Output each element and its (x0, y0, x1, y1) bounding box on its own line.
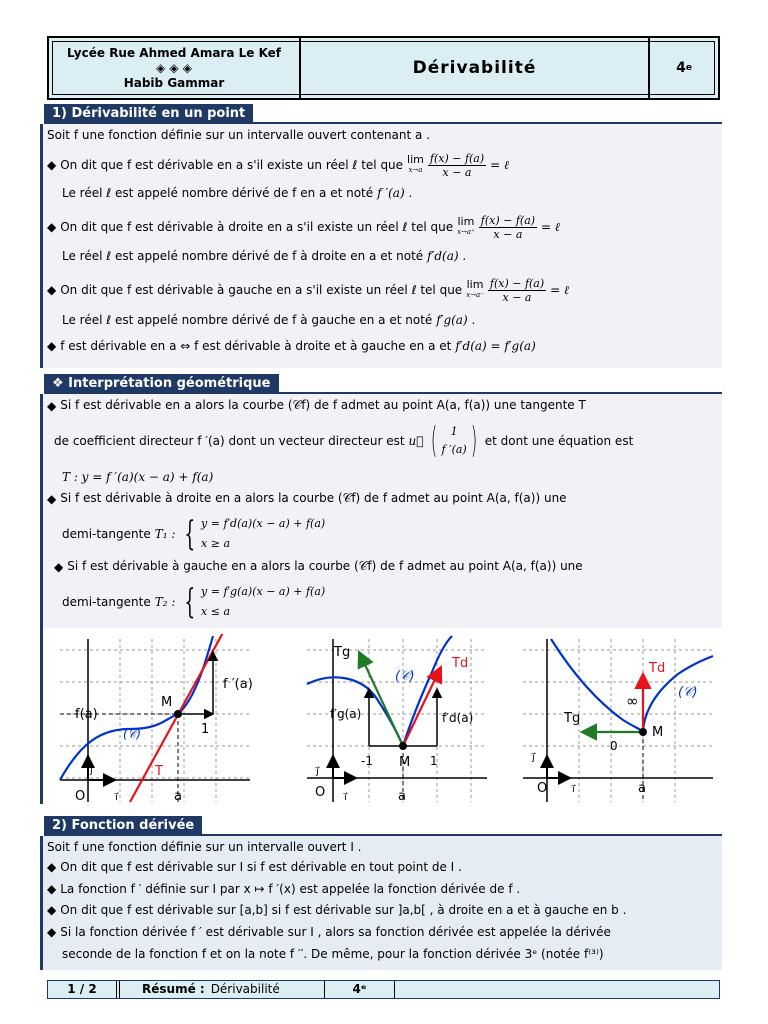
def1-text: On dit que f est dérivable en a s'il existe un réel ℓ tel que (60, 158, 404, 172)
resume-label: Résumé : (142, 982, 205, 996)
interp-p2b (62, 512, 325, 556)
label-j: j⃗ (90, 765, 93, 776)
level-cell: 4 e (676, 60, 692, 76)
section2-intro: Soit f une fonction définie sur un intervalle ouvert I . (47, 840, 362, 854)
label-i: i⃗ (344, 792, 347, 803)
footer-blank (395, 981, 719, 998)
T2-label: T₂ : (154, 595, 176, 609)
frac-num: f(x) − f(a) (489, 276, 545, 290)
sys2-cond: x ≤ a (201, 605, 231, 618)
section2-b4a: ◆ Si la fonction dérivée f ′ est dérivable sur I , alors sa fonction dérivée est appelée la dérivée (47, 925, 611, 939)
b1-text: On dit que f est dérivable sur I si f est dérivable en tout point de I . (60, 860, 462, 874)
header-table (47, 36, 720, 100)
vector-u: u⃗ (408, 434, 424, 448)
b2-text: La fonction f ′ définie sur I par x ↦ f ′(x) est appelée la fonction dérivée de f . (60, 882, 521, 896)
section2-b4b: seconde de la fonction f et on la note f ′′. De même, pour la fonction dérivée 3ᵉ (notée f⁽³⁾) (62, 947, 604, 961)
school-name: Lycée Rue Ahmed Amara Le Kef (66, 45, 282, 60)
subject-label: Dérivabilité (210, 982, 280, 996)
label-O: O (315, 785, 326, 800)
label-a: a (638, 781, 646, 796)
def2-line: ◆ On dit que f est dérivable à droite en a s'il existe un réel ℓ tel que lim x→a⁺ $\frac{f(x) - f(a)}{x - a}$ = ℓ (47, 213, 560, 241)
footer-subject (120, 981, 325, 998)
vector-top: 1 (450, 425, 458, 438)
point-M (639, 728, 647, 736)
lim-sub: x→a⁺ (457, 228, 475, 236)
def1-note-line (62, 186, 412, 200)
label-M: M (652, 725, 664, 740)
label-fd: f′d(a) (442, 711, 474, 725)
label-curve: (𝒞) (678, 685, 698, 700)
vector-bottom: f ′(a) (441, 443, 467, 456)
frac-den: x − a (493, 227, 523, 241)
lim-sub: x→a⁻ (466, 291, 484, 299)
label-minus-one: -1 (361, 754, 373, 768)
frac-num: f(x) − f(a) (429, 151, 485, 165)
half-tangent-label: demi-tangente (62, 527, 151, 541)
frac-den: x − a (502, 290, 532, 304)
b3-text: On dit que f est dérivable sur [a,b] si f est dérivable sur ]a,b[ , à droite en a et à gauche en b . (60, 903, 627, 917)
teacher-name: Habib Gammar (123, 75, 225, 90)
section2-b2: ◆ La fonction f ′ définie sur I par x ↦ f ′(x) est appelée la fonction dérivée de f . (47, 882, 521, 896)
def1-note: Le réel ℓ est appelé nombre dérivé de f en a et noté (62, 186, 374, 200)
interp-p3a: ◆ Si f est dérivable à gauche en a alors la courbe (𝒞f) de f admet au point A(a, f(a)) une (54, 559, 583, 574)
def2-text: On dit que f est dérivable à droite en a s'il existe un réel ℓ tel que (60, 220, 454, 234)
label-infinity: ∞ (626, 692, 639, 710)
label-a: a (398, 789, 406, 804)
system-1: { y = f′d(a)(x − a) + f(a) x ≥ a (184, 514, 326, 554)
notation-fd: f′d(a) . (427, 249, 467, 263)
label-j: j⃗ (316, 766, 319, 777)
frac-den: x − a (442, 165, 472, 179)
label-i: i⃗ (572, 784, 575, 795)
label-a: a (174, 789, 182, 804)
footer (47, 980, 720, 999)
graph-vertical-tangent (518, 634, 718, 806)
def2-note-line (62, 249, 466, 263)
left-half-tangent (360, 654, 403, 746)
label-fpa: f ′(a) (223, 677, 253, 692)
label-Tg: Tg (334, 645, 351, 660)
def2-note: Le réel ℓ est appelé nombre dérivé de f à droite en a et noté (62, 249, 424, 263)
label-curve: (𝒞) (395, 669, 415, 684)
vector-paren: ( 1 f ′(a) ) (431, 420, 477, 461)
label-curve: (𝒞) (123, 727, 142, 741)
level-text: 4 (676, 60, 686, 76)
equiv-line: ◆ f est dérivable en a ⇔ f est dérivable à droite et à gauche en a et f′d(a) = f′g(a) (47, 339, 536, 353)
interp-p1b (54, 420, 633, 462)
section1-title: 1) Dérivabilité en un point (44, 104, 253, 123)
section2-b1: ◆ On dit que f est dérivable sur I si f est dérivable en tout point de I . (47, 860, 462, 874)
school-cell (49, 38, 301, 98)
interp-p1c-text: et dont une équation est (484, 434, 634, 448)
label-T: T (155, 764, 163, 779)
notation-fprime: f ′(a) . (377, 186, 413, 200)
graph-tangent (55, 634, 255, 806)
section1-intro (47, 128, 430, 142)
half-tangent-label: demi-tangente (62, 595, 151, 609)
label-one: 1 (430, 754, 438, 768)
label-fa: f(a) (75, 707, 98, 722)
lim-word: lim (407, 153, 424, 166)
graph-half-tangents (302, 634, 492, 806)
rate-fraction-3 (488, 277, 546, 304)
page-number: 1 / 2 (48, 981, 120, 998)
label-one: 1 (201, 722, 210, 737)
eq-ell: = ℓ (550, 282, 570, 297)
interp-p3b (62, 580, 325, 624)
label-M: M (161, 695, 173, 710)
limit-3 (466, 279, 484, 301)
interp-title: ❖ Interprétation géométrique (44, 374, 279, 393)
label-j: j⃗ (532, 752, 535, 763)
interp-p2a-text: Si f est dérivable à droite en a alors la courbe (𝒞f) de f admet au point A(a, f(a)) une (60, 491, 567, 505)
label-fg: f′g(a) (330, 707, 362, 721)
section2-b3: ◆ On dit que f est dérivable sur [a,b] si f est dérivable sur ]a,b[ , à droite en a et à gauche en b . (47, 903, 627, 917)
def3-note-line (62, 313, 475, 327)
sys1-eq: y = f′d(a)(x − a) + f(a) (201, 517, 326, 530)
interp-p2a: ◆ Si f est dérivable à droite en a alors la courbe (𝒞f) de f admet au point A(a, f(a)) une (47, 491, 567, 506)
lim-sub: x→a (408, 166, 423, 174)
interp-p3a-text: Si f est dérivable à gauche en a alors la courbe (𝒞f) de f admet au point A(a, f(a)) une (67, 559, 583, 573)
section2-title: 2) Fonction dérivée (44, 816, 202, 835)
interp-p1a: ◆ Si f est dérivable en a alors la courbe (𝒞f) de f admet au point A(a, f(a)) une tangente T (47, 398, 586, 413)
eq-ell: = ℓ (490, 157, 510, 172)
frac-num: f(x) − f(a) (480, 213, 536, 227)
limit-2 (457, 216, 475, 238)
graphs-rule (40, 628, 43, 804)
intro-text: Soit f une fonction définie sur un intervalle ouvert contenant a . (47, 128, 431, 142)
label-O: O (75, 789, 86, 804)
tangent-equation: T : y = f ′(a)(x − a) + f(a) (62, 470, 214, 484)
eq-ell: = ℓ (541, 219, 560, 234)
footer-level: 4ᵉ (325, 981, 395, 998)
label-Tg: Tg (564, 711, 581, 726)
equiv-text: f est dérivable en a ⇔ f est dérivable à droite et à gauche en a et (60, 339, 452, 353)
interp-p1b-text: de coefficient directeur f ′(a) dont un vecteur directeur est (54, 434, 405, 448)
sys1-cond: x ≥ a (201, 537, 231, 550)
ornament: ◈ ◈ ◈ (155, 60, 193, 75)
def3-line: ◆ On dit que f est dérivable à gauche en a s'il existe un réel ℓ tel que lim x→a⁻ $\frac{f(x) - f(a)}{x - a}$ = ℓ (47, 276, 570, 304)
def3-note: Le réel ℓ est appelé nombre dérivé de f à gauche en a et noté (62, 313, 433, 327)
lim-word: lim (466, 278, 484, 291)
page-title: Dérivabilité (301, 38, 650, 98)
label-O: O (537, 781, 548, 796)
label-i: i⃗ (115, 792, 118, 803)
notation-fg: f′g(a) . (436, 313, 476, 327)
rate-fraction-2 (479, 214, 537, 241)
def1-line: ◆ On dit que f est dérivable en a s'il existe un réel ℓ tel que lim x→a $\frac{f(x) - f(a)}{x - a}$ = ℓ (47, 151, 510, 179)
point-M (399, 742, 407, 750)
point-M (174, 710, 182, 718)
equiv-eq: f′d(a) = f′g(a) (455, 339, 536, 353)
def3-text: On dit que f est dérivable à gauche en a s'il existe un réel ℓ tel que (60, 283, 463, 297)
interp-p1a-text: Si f est dérivable en a alors la courbe (𝒞f) de f admet au point A(a, f(a)) une tangente T (60, 398, 586, 412)
lim-word: lim (457, 215, 475, 228)
label-Td: Td (649, 661, 666, 676)
T1-label: T₁ : (154, 527, 176, 541)
label-Td: Td (452, 656, 469, 671)
sys2-eq: y = f′g(a)(x − a) + f(a) (201, 585, 326, 598)
rate-fraction-1 (428, 152, 486, 179)
b4a-text: Si la fonction dérivée f ′ est dérivable sur I , alors sa fonction dérivée est appelée la dérivée (60, 925, 611, 939)
label-M: M (399, 755, 411, 770)
system-2: { y = f′g(a)(x − a) + f(a) x ≤ a (184, 582, 326, 622)
label-zero: 0 (610, 739, 618, 753)
limit-1 (407, 154, 424, 176)
